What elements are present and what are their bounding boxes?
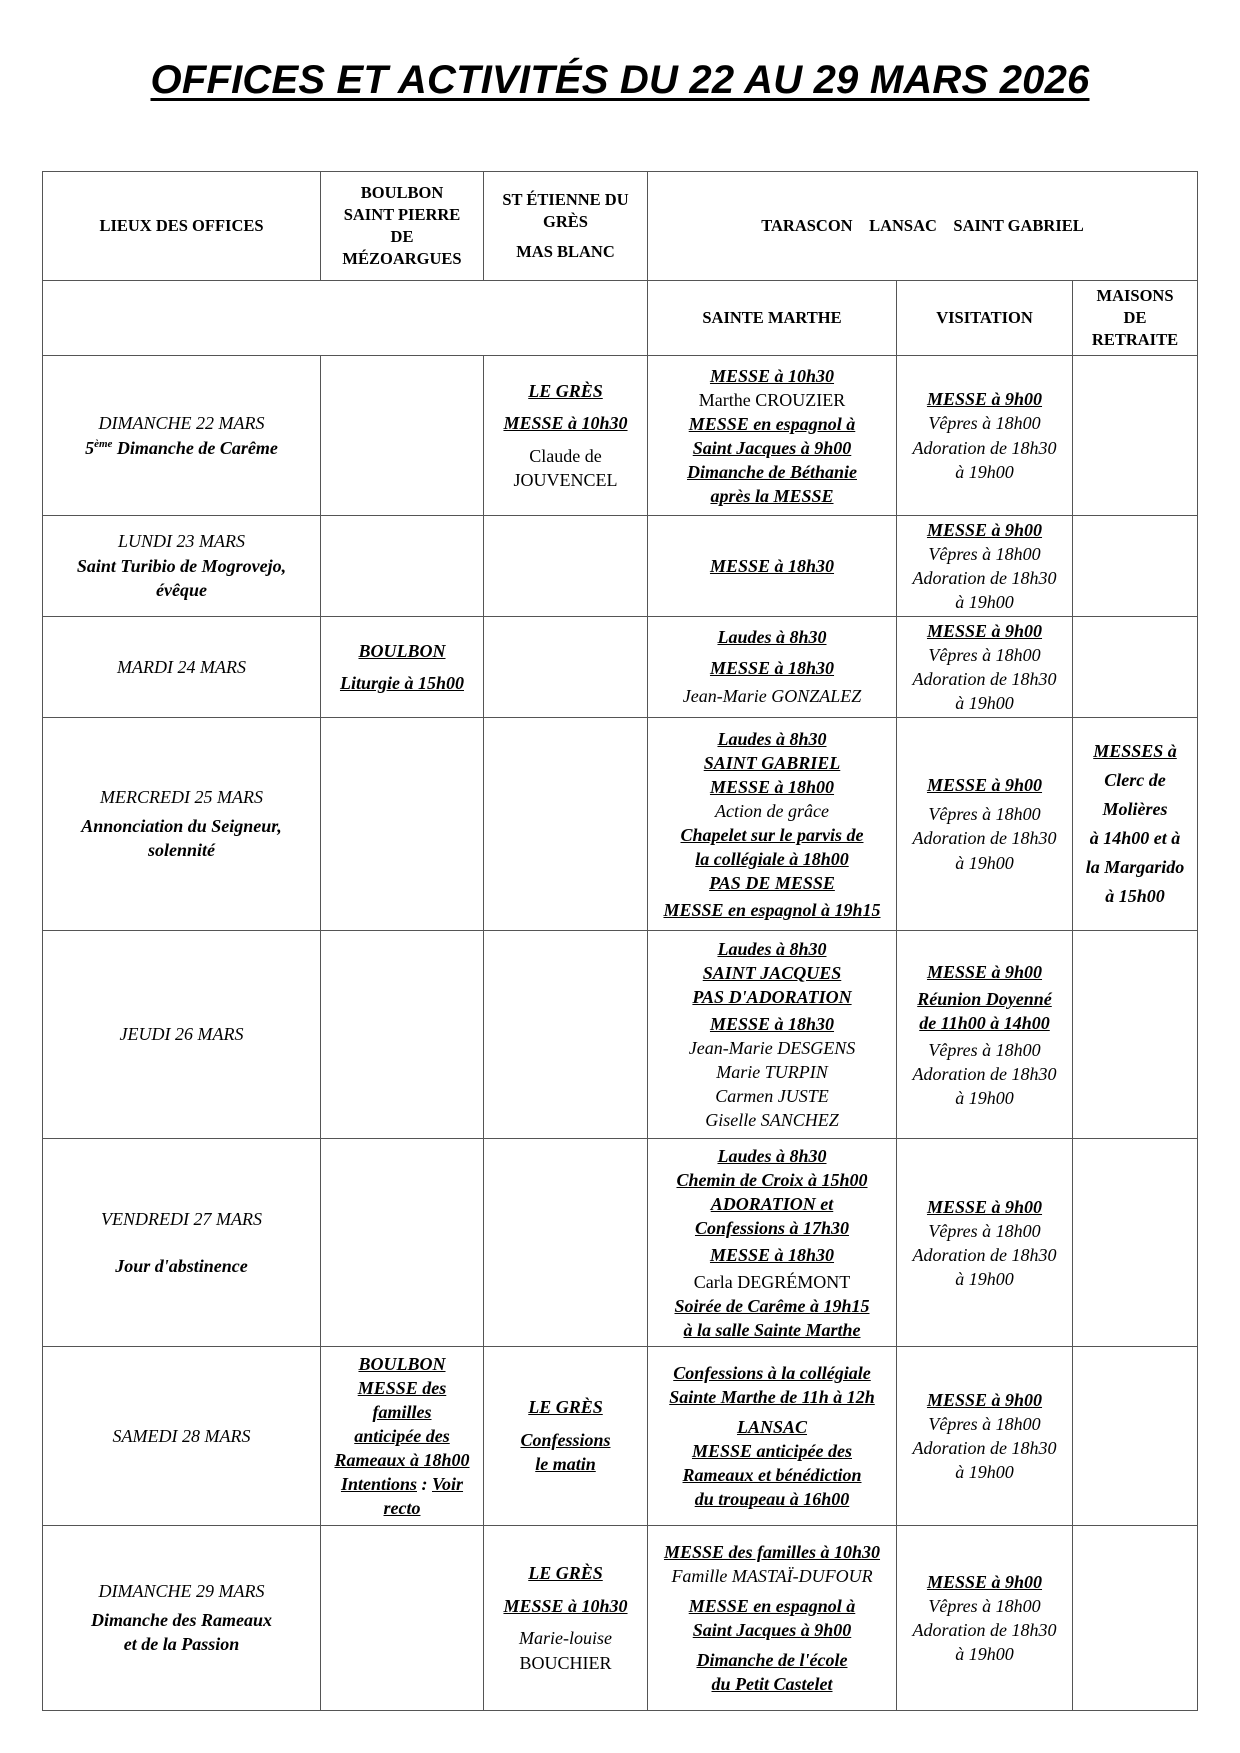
visitation-cell: MESSE à 9h00 Vêpres à 18h00 Adoration de 18h30 à 19h00 — [897, 356, 1073, 516]
visitation-cell: MESSE à 9h00 Vêpres à 18h00 Adoration de 18h30 à 19h00 — [897, 617, 1073, 718]
sainte-marthe-cell: Confessions à la collégiale Sainte Marthe de 11h à 12h LANSAC MESSE anticipée des Rameaux et bénédiction du troupeau à 16h00 — [648, 1347, 897, 1526]
sainte-marthe-cell: MESSE à 10h30 Marthe CROUZIER MESSE en espagnol à Saint Jacques à 9h00 Dimanche de Béthanie après la MESSE — [648, 356, 897, 516]
sainte-marthe-cell: Laudes à 8h30 SAINT JACQUES PAS D'ADORATION MESSE à 18h30 Jean-Marie DESGENS Marie TURPIN Carmen JUSTE Giselle SANCHEZ — [648, 931, 897, 1139]
maisons-cell — [1073, 1347, 1198, 1526]
boulbon-cell: BOULBON MESSE des familles anticipée des Rameaux à 18h00 Intentions : Voir recto — [321, 1347, 484, 1526]
schedule-table — [42, 171, 1198, 1711]
day-cell: DIMANCHE 29 MARS Dimanche des Rameaux et de la Passion — [43, 1526, 321, 1711]
boulbon-cell — [321, 931, 484, 1139]
day-cell: VENDREDI 27 MARS Jour d'abstinence — [43, 1139, 321, 1347]
subheader-row — [43, 281, 1198, 356]
boulbon-cell — [321, 1526, 484, 1711]
gres-cell — [484, 516, 648, 617]
day-cell: SAMEDI 28 MARS — [43, 1347, 321, 1526]
boulbon-cell — [321, 718, 484, 931]
header-tarascon: TARASCON LANSAC SAINT GABRIEL — [648, 172, 1198, 281]
maisons-cell — [1073, 516, 1198, 617]
visitation-cell: MESSE à 9h00 Vêpres à 18h00 Adoration de 18h30 à 19h00 — [897, 718, 1073, 931]
row-mardi-24 — [43, 617, 1198, 718]
row-vendredi-27 — [43, 1139, 1198, 1347]
visitation-cell: MESSE à 9h00 Réunion Doyenné de 11h00 à 14h00 Vêpres à 18h00 Adoration de 18h30 à 19h00 — [897, 931, 1073, 1139]
boulbon-cell: BOULBON Liturgie à 15h00 — [321, 617, 484, 718]
header-row — [43, 172, 1198, 281]
gres-cell: LE GRÈS Confessions le matin — [484, 1347, 648, 1526]
sainte-marthe-cell: MESSE à 18h30 — [648, 516, 897, 617]
maisons-cell: MESSES à Clerc de Molières à 14h00 et à la Margarido à 15h00 — [1073, 718, 1198, 931]
gres-cell — [484, 1139, 648, 1347]
row-mercredi-25 — [43, 718, 1198, 931]
row-lundi-23 — [43, 516, 1198, 617]
boulbon-cell — [321, 1139, 484, 1347]
header-lieux: LIEUX DES OFFICES — [43, 172, 321, 281]
gres-cell: LE GRÈS MESSE à 10h30 Marie-louise BOUCHIER — [484, 1526, 648, 1711]
page-title: OFFICES ET ACTIVITÉS DU 22 AU 29 MARS 2026 — [150, 58, 1090, 102]
gres-cell — [484, 931, 648, 1139]
maisons-cell — [1073, 617, 1198, 718]
row-jeudi-26 — [43, 931, 1198, 1139]
boulbon-cell — [321, 356, 484, 516]
row-dimanche-29 — [43, 1526, 1198, 1711]
maisons-cell — [1073, 356, 1198, 516]
day-cell: DIMANCHE 22 MARS 5ème Dimanche de Carême — [43, 356, 321, 516]
row-samedi-28 — [43, 1347, 1198, 1526]
visitation-cell: MESSE à 9h00 Vêpres à 18h00 Adoration de 18h30 à 19h00 — [897, 1347, 1073, 1526]
day-cell: JEUDI 26 MARS — [43, 931, 321, 1139]
day-cell: LUNDI 23 MARS Saint Turibio de Mogrovejo, évêque — [43, 516, 321, 617]
maisons-cell — [1073, 1526, 1198, 1711]
subheader-empty — [43, 281, 648, 356]
visitation-cell: MESSE à 9h00 Vêpres à 18h00 Adoration de 18h30 à 19h00 — [897, 1139, 1073, 1347]
sainte-marthe-cell: Laudes à 8h30 SAINT GABRIEL MESSE à 18h00 Action de grâce Chapelet sur le parvis de la collégiale à 18h00 PAS DE MESSE MESSE en espagnol à 19h15 — [648, 718, 897, 931]
sainte-marthe-cell: Laudes à 8h30 MESSE à 18h30 Jean-Marie GONZALEZ — [648, 617, 897, 718]
subheader-sainte-marthe: SAINTE MARTHE — [648, 281, 897, 356]
sainte-marthe-cell: MESSE des familles à 10h30 Famille MASTAÏ-DUFOUR MESSE en espagnol à Saint Jacques à 9h00 Dimanche de l'école du Petit Castelet — [648, 1526, 897, 1711]
boulbon-cell — [321, 516, 484, 617]
gres-cell — [484, 718, 648, 931]
maisons-cell — [1073, 1139, 1198, 1347]
gres-cell: LE GRÈS MESSE à 10h30 Claude de JOUVENCEL — [484, 356, 648, 516]
visitation-cell: MESSE à 9h00 Vêpres à 18h00 Adoration de 18h30 à 19h00 — [897, 1526, 1073, 1711]
day-cell: MARDI 24 MARS — [43, 617, 321, 718]
maisons-cell — [1073, 931, 1198, 1139]
sainte-marthe-cell: Laudes à 8h30 Chemin de Croix à 15h00 ADORATION et Confessions à 17h30 MESSE à 18h30 Carla DEGRÉMONT Soirée de Carême à 19h15 à la salle Sainte Marthe — [648, 1139, 897, 1347]
row-dimanche-22 — [43, 356, 1198, 516]
subheader-maisons: MAISONS DE RETRAITE — [1073, 281, 1198, 356]
header-boulbon: BOULBON SAINT PIERRE DE MÉZOARGUES — [321, 172, 484, 281]
header-st-etienne: ST ÉTIENNE DU GRÈS MAS BLANC — [484, 172, 648, 281]
visitation-cell: MESSE à 9h00 Vêpres à 18h00 Adoration de 18h30 à 19h00 — [897, 516, 1073, 617]
day-cell: MERCREDI 25 MARS Annonciation du Seigneur, solennité — [43, 718, 321, 931]
subheader-visitation: VISITATION — [897, 281, 1073, 356]
gres-cell — [484, 617, 648, 718]
